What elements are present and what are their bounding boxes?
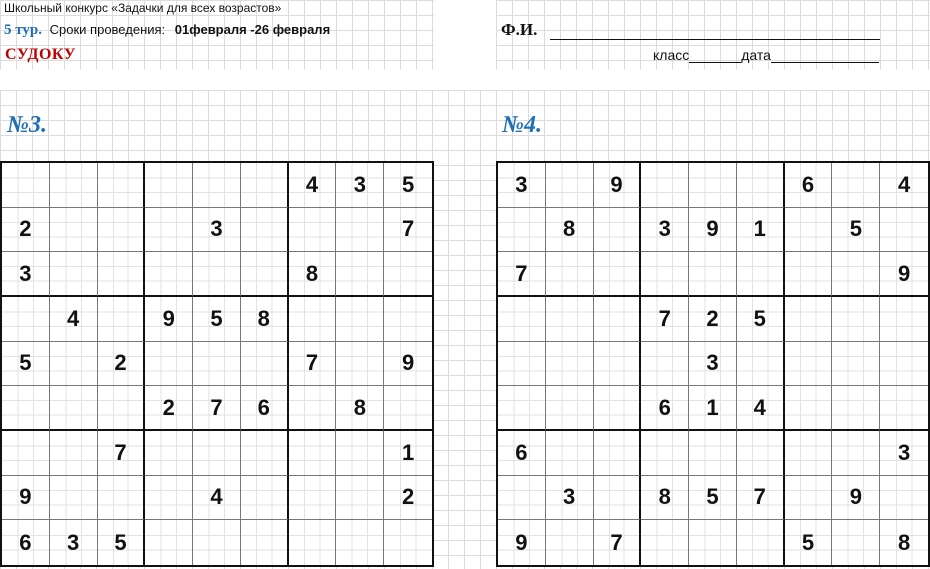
sudoku-cell[interactable] — [832, 386, 880, 431]
sudoku-cell[interactable] — [689, 520, 737, 565]
sudoku-cell[interactable] — [289, 386, 337, 431]
sudoku-cell[interactable]: 4 — [50, 297, 98, 342]
sudoku-cell[interactable] — [98, 163, 146, 208]
sudoku-cell[interactable]: 5 — [785, 520, 833, 565]
sudoku-cell[interactable] — [336, 476, 384, 521]
sudoku-cell[interactable] — [336, 431, 384, 476]
sudoku-cell[interactable]: 1 — [384, 431, 432, 476]
sudoku-cell[interactable] — [689, 252, 737, 297]
contest-title: Школьный конкурс «Задачки для всех возрастов» — [4, 1, 282, 15]
sudoku-cell[interactable]: 3 — [2, 252, 50, 297]
sudoku-cell[interactable]: 7 — [641, 297, 689, 342]
header-gap-mask-bottom — [0, 70, 930, 90]
sudoku-cell[interactable] — [737, 431, 785, 476]
sudoku-cell[interactable]: 5 — [98, 520, 146, 565]
sudoku-cell[interactable]: 8 — [641, 476, 689, 521]
sudoku-cell[interactable]: 2 — [689, 297, 737, 342]
sudoku-cell[interactable]: 7 — [98, 431, 146, 476]
sudoku-cell[interactable] — [832, 252, 880, 297]
sudoku-cell[interactable]: 7 — [289, 342, 337, 387]
sudoku-cell[interactable] — [241, 208, 289, 253]
sudoku-cell[interactable]: 1 — [737, 208, 785, 253]
sudoku-cell[interactable] — [832, 297, 880, 342]
sudoku-cell[interactable]: 8 — [241, 297, 289, 342]
sudoku-cell[interactable]: 6 — [241, 386, 289, 431]
sudoku-cell[interactable] — [50, 342, 98, 387]
sudoku-cell[interactable] — [594, 386, 642, 431]
sudoku-cell[interactable]: 1 — [689, 386, 737, 431]
sudoku-cell[interactable]: 4 — [193, 476, 241, 521]
sudoku-cell[interactable]: 2 — [2, 208, 50, 253]
sudoku-cell[interactable] — [832, 431, 880, 476]
sudoku-cell[interactable]: 3 — [193, 208, 241, 253]
sudoku-cell[interactable] — [594, 297, 642, 342]
sudoku-cell[interactable]: 2 — [145, 386, 193, 431]
sudoku-cell[interactable] — [2, 163, 50, 208]
sudoku-cell[interactable] — [384, 386, 432, 431]
sudoku-cell[interactable]: 5 — [384, 163, 432, 208]
sudoku-cell[interactable] — [641, 342, 689, 387]
sudoku-cell[interactable] — [98, 476, 146, 521]
sudoku-cell[interactable]: 8 — [289, 252, 337, 297]
sudoku-cell[interactable]: 3 — [641, 208, 689, 253]
sudoku-grid-3 — [0, 161, 434, 567]
sudoku-cell[interactable] — [737, 163, 785, 208]
sudoku-cell[interactable]: 5 — [832, 208, 880, 253]
sudoku-cell[interactable]: 8 — [880, 520, 928, 565]
sudoku-cell[interactable] — [498, 208, 546, 253]
sudoku-cell[interactable] — [241, 476, 289, 521]
sudoku-cell[interactable] — [641, 431, 689, 476]
sudoku-cell[interactable] — [785, 252, 833, 297]
sudoku-cell[interactable] — [336, 252, 384, 297]
puzzle-number-3: №3. — [7, 112, 47, 138]
sudoku-cell[interactable] — [880, 342, 928, 387]
sudoku-cell[interactable] — [98, 386, 146, 431]
sudoku-cell[interactable]: 9 — [498, 520, 546, 565]
sudoku-cell[interactable] — [498, 476, 546, 521]
sudoku-cell[interactable]: 9 — [880, 252, 928, 297]
sudoku-grid-4 — [496, 161, 930, 567]
sudoku-cell[interactable]: 3 — [880, 431, 928, 476]
sudoku-cell[interactable] — [594, 476, 642, 521]
sudoku-cell[interactable]: 3 — [689, 342, 737, 387]
sudoku-cell[interactable] — [737, 342, 785, 387]
round-line — [4, 22, 330, 39]
sudoku-cell[interactable] — [498, 297, 546, 342]
sudoku-cell[interactable]: 9 — [594, 163, 642, 208]
sudoku-cell[interactable] — [241, 163, 289, 208]
sudoku-cell[interactable] — [641, 163, 689, 208]
sudoku-cell[interactable]: 6 — [641, 386, 689, 431]
sudoku-cell[interactable] — [50, 163, 98, 208]
sudoku-cell[interactable] — [594, 431, 642, 476]
sudoku-cell[interactable] — [336, 297, 384, 342]
sudoku-cell[interactable] — [98, 252, 146, 297]
sudoku-cell[interactable] — [145, 431, 193, 476]
sudoku-cell[interactable]: 6 — [498, 431, 546, 476]
dates-value: 01февраля -26 февраля — [174, 22, 331, 37]
sudoku-cell[interactable] — [193, 252, 241, 297]
sudoku-cell[interactable] — [50, 431, 98, 476]
sudoku-cell[interactable] — [785, 431, 833, 476]
sudoku-cell[interactable] — [289, 431, 337, 476]
sudoku-cell[interactable]: 9 — [145, 297, 193, 342]
sudoku-cell[interactable]: 7 — [384, 208, 432, 253]
sudoku-cell[interactable] — [289, 208, 337, 253]
sudoku-cell[interactable]: 6 — [2, 520, 50, 565]
class-field[interactable] — [689, 48, 741, 63]
sudoku-cell[interactable]: 3 — [336, 163, 384, 208]
sudoku-cell[interactable] — [785, 476, 833, 521]
sudoku-cell[interactable] — [641, 252, 689, 297]
sudoku-cell[interactable] — [880, 208, 928, 253]
sudoku-cell[interactable]: 2 — [98, 342, 146, 387]
sudoku-cell[interactable] — [498, 386, 546, 431]
sudoku-cell[interactable] — [145, 252, 193, 297]
sudoku-cell[interactable]: 7 — [737, 476, 785, 521]
sudoku-cell[interactable] — [785, 297, 833, 342]
sudoku-cell[interactable] — [689, 163, 737, 208]
sudoku-cell[interactable]: 4 — [737, 386, 785, 431]
class-label: класс — [653, 47, 690, 63]
name-label: Ф.И. — [501, 20, 538, 39]
sudoku-cell[interactable] — [50, 476, 98, 521]
sudoku-cell[interactable] — [289, 297, 337, 342]
sudoku-cell[interactable]: 5 — [689, 476, 737, 521]
date-field[interactable] — [771, 48, 879, 63]
sudoku-cell[interactable]: 3 — [50, 520, 98, 565]
sudoku-cell[interactable] — [785, 386, 833, 431]
sudoku-cell[interactable] — [98, 208, 146, 253]
sudoku-cell[interactable]: 5 — [737, 297, 785, 342]
sudoku-cell[interactable] — [832, 342, 880, 387]
dates-label: Сроки проведения: — [49, 22, 166, 37]
sudoku-cell[interactable] — [737, 252, 785, 297]
sudoku-cell[interactable]: 2 — [384, 476, 432, 521]
sudoku-cell[interactable]: 5 — [2, 342, 50, 387]
round-label: 5 тур. — [4, 22, 43, 38]
sudoku-cell[interactable]: 6 — [785, 163, 833, 208]
sudoku-cell[interactable]: 7 — [193, 386, 241, 431]
sudoku-cell[interactable] — [594, 252, 642, 297]
sudoku-cell[interactable] — [689, 431, 737, 476]
sudoku-cell[interactable]: 4 — [289, 163, 337, 208]
sudoku-cell[interactable] — [145, 520, 193, 565]
sudoku-cell[interactable] — [594, 342, 642, 387]
sudoku-cell[interactable]: 9 — [689, 208, 737, 253]
sudoku-cell[interactable] — [785, 342, 833, 387]
sudoku-cell[interactable]: 5 — [193, 297, 241, 342]
sudoku-cell[interactable] — [336, 208, 384, 253]
sudoku-cell[interactable] — [384, 520, 432, 565]
name-line — [501, 20, 880, 40]
sudoku-cell[interactable] — [145, 208, 193, 253]
sudoku-cell[interactable] — [384, 252, 432, 297]
sudoku-cell[interactable] — [546, 342, 594, 387]
puzzle-number-4: №4. — [502, 112, 542, 138]
sudoku-cell[interactable] — [145, 163, 193, 208]
sudoku-cell[interactable] — [336, 342, 384, 387]
sudoku-cell[interactable] — [289, 520, 337, 565]
sudoku-cell[interactable] — [241, 342, 289, 387]
sudoku-cell[interactable]: 9 — [832, 476, 880, 521]
sudoku-cell[interactable] — [98, 297, 146, 342]
sudoku-cell[interactable] — [193, 431, 241, 476]
sudoku-cell[interactable] — [737, 520, 785, 565]
sudoku-cell[interactable]: 4 — [880, 163, 928, 208]
sudoku-cell[interactable]: 3 — [498, 163, 546, 208]
sudoku-cell[interactable] — [336, 520, 384, 565]
sudoku-cell[interactable] — [193, 342, 241, 387]
sudoku-cell[interactable] — [2, 297, 50, 342]
date-label: дата — [741, 47, 771, 63]
sudoku-cell[interactable] — [50, 208, 98, 253]
sudoku-cell[interactable] — [546, 252, 594, 297]
sudoku-cell[interactable] — [241, 520, 289, 565]
sudoku-cell[interactable] — [50, 252, 98, 297]
sudoku-cell[interactable]: 8 — [336, 386, 384, 431]
sudoku-cell[interactable] — [546, 163, 594, 208]
sudoku-cell[interactable]: 7 — [498, 252, 546, 297]
name-field[interactable] — [550, 25, 880, 40]
sudoku-cell[interactable] — [641, 520, 689, 565]
sudoku-cell[interactable] — [289, 476, 337, 521]
sudoku-cell[interactable] — [50, 386, 98, 431]
sudoku-cell[interactable] — [832, 163, 880, 208]
sudoku-cell[interactable] — [145, 342, 193, 387]
sudoku-cell[interactable]: 8 — [546, 208, 594, 253]
sudoku-cell[interactable] — [546, 297, 594, 342]
sudoku-cell[interactable] — [498, 342, 546, 387]
sudoku-cell[interactable] — [546, 431, 594, 476]
sudoku-cell[interactable] — [880, 386, 928, 431]
sudoku-cell[interactable] — [241, 431, 289, 476]
sudoku-cell[interactable] — [785, 208, 833, 253]
sudoku-cell[interactable] — [2, 386, 50, 431]
sudoku-cell[interactable] — [193, 163, 241, 208]
sudoku-cell[interactable]: 9 — [384, 342, 432, 387]
sudoku-cell[interactable] — [546, 520, 594, 565]
sudoku-cell[interactable]: 7 — [594, 520, 642, 565]
sudoku-cell[interactable]: 9 — [2, 476, 50, 521]
puzzle-type-title: СУДОКУ — [5, 46, 76, 63]
sudoku-cell[interactable] — [594, 208, 642, 253]
class-date-line — [653, 47, 879, 63]
sudoku-cell[interactable] — [880, 297, 928, 342]
sudoku-cell[interactable] — [145, 476, 193, 521]
sudoku-cell[interactable] — [2, 431, 50, 476]
sudoku-cell[interactable]: 3 — [546, 476, 594, 521]
sudoku-cell[interactable] — [193, 520, 241, 565]
sudoku-cell[interactable] — [832, 520, 880, 565]
sudoku-cell[interactable] — [241, 252, 289, 297]
sudoku-cell[interactable] — [384, 297, 432, 342]
sudoku-cell[interactable] — [880, 476, 928, 521]
sudoku-cell[interactable] — [546, 386, 594, 431]
